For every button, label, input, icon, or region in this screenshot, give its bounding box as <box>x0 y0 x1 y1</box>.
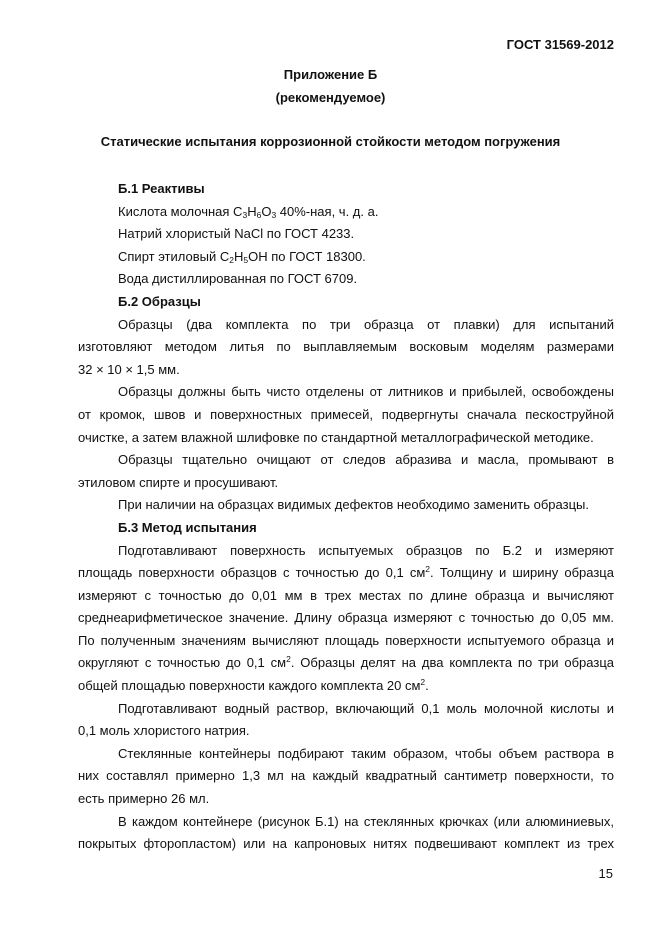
paragraph <box>78 743 614 811</box>
text-line: измеряют с точностью до 0,01 мм в трех местах по длине образца и вычисляют <box>78 587 614 603</box>
text-line: очистке, а затем влажной шлифовке по стандартной металлографической методике. <box>78 429 594 445</box>
paragraph <box>78 698 614 743</box>
text-line: Подготавливают водный раствор, включающий 0,1 моль молочной кислоты и <box>118 700 614 716</box>
text-line: Подготавливают поверхность испытуемых образцов по Б.2 и измеряют <box>118 542 614 558</box>
paragraph <box>78 449 614 494</box>
paragraph <box>78 811 614 856</box>
text-line: По полученным значениям вычисляют площадь поверхности испытуемого образца и <box>78 632 614 648</box>
text-line: среднеарифметическое значение. Длину образца измеряют с точностью до 0,05 мм. <box>78 610 614 626</box>
paragraph <box>78 381 614 449</box>
page-number: 15 <box>598 866 613 881</box>
text-line: округляют с точностью до 0,1 $см^2$. Образцы делят на два комплекта по три образца <box>78 654 614 671</box>
text-line: Образцы должны быть чисто отделены от литников и прибылей, освобождены <box>118 384 614 400</box>
text-line: Образцы (два комплекта по три образца от плавки) для испытаний <box>118 316 614 332</box>
text-line: Образцы тщательно очищают от следов абразива и масла, промывают в <box>118 452 614 468</box>
text-line: 32 × 10 × 1,5 мм. <box>78 361 180 377</box>
text-line: Стеклянные контейнеры подбирают таким образом, чтобы объем раствора в <box>118 745 614 761</box>
appendix-status: (рекомендуемое) <box>275 90 386 105</box>
text-line: изготовляют методом литья по выплавляемым восковым моделям размерами <box>78 339 614 355</box>
paragraph <box>78 540 614 698</box>
document-body <box>78 178 614 856</box>
appendix-heading: Статические испытания коррозионной стойкости методом погружения <box>100 134 561 149</box>
appendix-title: Приложение Б <box>283 67 378 82</box>
text-line: есть примерно 26 мл. <box>78 791 210 807</box>
reagent-lactic-acid: Кислота молочная $C_3H_6O_3$ 40%-ная, ч. д. а. <box>118 203 379 220</box>
section-heading-b3: Б.3 Метод испытания <box>118 519 257 535</box>
text-line: площадь поверхности образцов с точностью до 0,1 $см^2$. Толщину и ширину образца <box>78 564 614 581</box>
paragraph: При наличии на образцах видимых дефектов необходимо заменить образцы. <box>118 497 589 513</box>
reagent-ethanol: Спирт этиловый $C_2H_5OH$ по ГОСТ 18300. <box>118 248 366 265</box>
reagent-sodium-chloride: Натрий хлористый NaCl по ГОСТ 4233. <box>118 226 355 242</box>
paragraph <box>78 314 614 382</box>
reagent-water: Вода дистиллированная по ГОСТ 6709. <box>118 271 358 287</box>
text-line: этиловом спирте и просушивают. <box>78 474 279 490</box>
section-heading-b2: Б.2 Образцы <box>118 293 201 309</box>
text-line: 0,1 моль хлористого натрия. <box>78 723 250 739</box>
section-heading-b1: Б.1 Реактивы <box>118 181 205 196</box>
text-line: покрытых фторопластом) или на капроновых нитях подвешивают комплект из трех <box>78 836 614 852</box>
text-line: общей площадью поверхности каждого комплекта 20 $см^2$. <box>78 677 429 694</box>
text-line: них составлял примерно 1,3 мл на каждый квадратный сантиметр поверхности, то <box>78 768 614 784</box>
text-line: В каждом контейнере (рисунок Б.1) на стеклянных крючках (или алюминиевых, <box>118 813 614 829</box>
standard-number: ГОСТ 31569-2012 <box>506 37 614 52</box>
text-line: от кромок, швов и поверхностных примесей, подвергнуты сначала пескоструйной <box>78 406 614 422</box>
